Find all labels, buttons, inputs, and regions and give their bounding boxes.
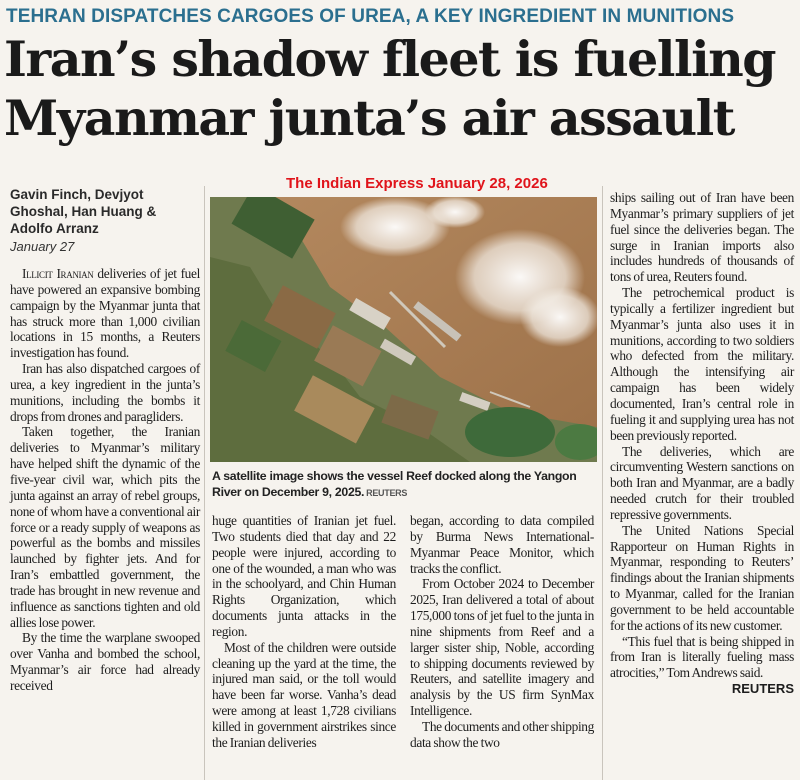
signoff: REUTERS [731,681,794,697]
headline [4,30,798,148]
column-rule [204,186,205,780]
column-rule [602,186,603,780]
satellite-image [210,197,597,462]
paragraph: Most of the children were outside cleaning up the yard at the time, the injured man said, or the toll would have been far worse. Vanha’s dead were among at least 1,728 civilians killed in government airstrikes since the Iranian deliveries [212,639,396,750]
byline: Gavin Finch, Devjyot Ghoshal, Han Huang & Adolfo Arranz [10,187,157,236]
paragraph: ships sailing out of Iran have been Myanmar’s primary suppliers of jet fuel since the deliveries began. The surge in Iranian imports also includes hundreds of thousands of tons of urea, Reuters found. [610,190,794,285]
photo-caption [212,468,596,501]
paragraph: The documents and other shipping data show the two [410,718,595,750]
paragraph: The petrochemical product is typically a fertilizer ingredient but Myanmar’s junta also uses it in munitions, according to two soldiers who defected from the military. Although the intensifying air campaign has been widely documented, Iran’s central role in fueling it and supplying urea has not been previously reported. [610,285,794,443]
lead-in: Illicit Iranian [22,266,94,281]
source-stamp: The Indian Express January 28, 2026 [286,175,548,192]
satellite-photo [210,197,597,462]
article-column-3 [410,513,594,751]
caption-text: A satellite image shows the vessel Reef docked along the Yangon River on December 9, 2025. [212,469,577,499]
paragraph: huge quantities of Iranian jet fuel. Two students died that day and 22 people were injured, according to one of the wounded, a man who was in the schoolyard, and Chin Human Rights Organization, which documents junta attacks in the region. [212,513,396,639]
dateline: January 27 [10,239,75,254]
kicker: TEHRAN DISPATCHES CARGOES OF UREA, A KEY INGREDIENT IN MUNITIONS [6,6,735,27]
paragraph [10,266,200,361]
photo-credit: REUTERS [366,488,408,498]
headline-line-1: Iran’s shadow fleet is fuelling [4,30,776,88]
paragraph: The United Nations Special Rapporteur on Human Rights in Myanmar, responding to Reuters’ findings about the Iranian shipments to Myanmar, called for the Iranian government to be held accountable for the actions of its new customer. [610,522,794,633]
article-column-2 [212,513,396,751]
paragraph-text: “This fuel that is being shipped in from Iran is literally fueling mass atrocities,” Tom Andrews said. [610,633,794,681]
paragraph: From October 2024 to December 2025, Iran delivered a total of about 175,000 tons of jet fuel to the junta in nine shipments from Reef and a larger sister ship, Noble, according to shipping documents reviewed by Reuters, and satellite imagery and analysis by the US firm SynMax Intelligence. [410,576,594,719]
paragraph [610,633,794,697]
article-column-4 [610,190,794,697]
article-column-1 [10,266,200,694]
paragraph: By the time the warplane swooped over Vanha and bombed the school, Myanmar’s air force had already received [10,630,200,693]
paragraph: The deliveries, which are circumventing Western sanctions on both Iran and Myanmar, are a badly needed crutch for their troubled repressive governments. [610,443,794,522]
paragraph: Taken together, the Iranian deliveries to Myanmar’s military have helped shift the dynamic of the five-year civil war, which pits the junta against an array of rebel groups, none of whom have a conventional air force or a ready supply of weapons as powerful as the bombs and missiles launched by fighter jets. And for Iran’s embattled government, the trade has brought in new revenue and influence as sanctions tighten and old allies lose power. [10,424,200,630]
paragraph: Iran has also dispatched cargoes of urea, a key ingredient in the junta’s munitions, including the bombs it drops from drones and paragliders. [10,361,200,424]
paragraph: began, according to data compiled by Burma News International-Myanmar Peace Monitor, which tracks the conflict. [410,513,594,576]
paragraph-text: deliveries of jet fuel have powered an expansive bombing campaign by the Myanmar junta that has struck more than 1,000 civilian locations in 15 months, a Reuters investigation has found. [10,266,200,361]
headline-line-2: Myanmar junta’s air assault [4,89,734,147]
